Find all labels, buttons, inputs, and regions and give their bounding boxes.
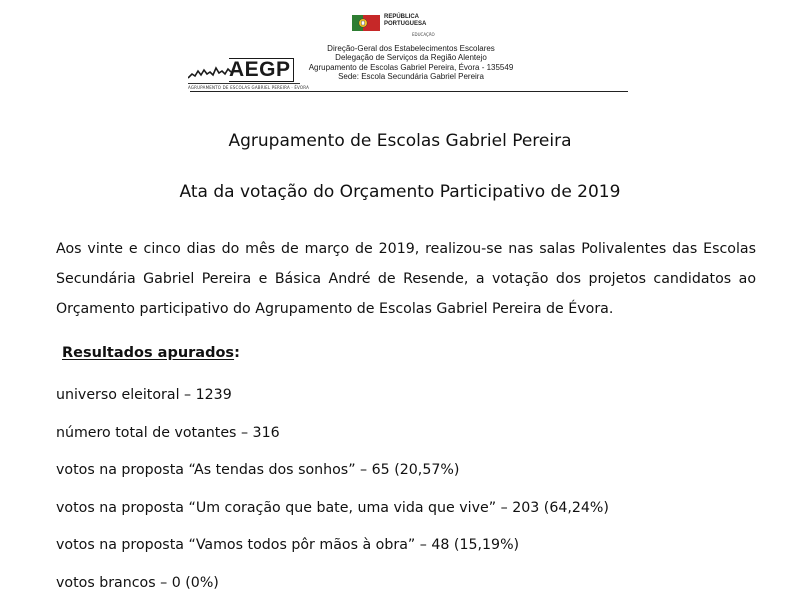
results-heading-text: Resultados apurados <box>56 345 234 361</box>
result-item: votos na proposta “Um coração que bate, uma vida que vive” – 203 (64,24%) <box>56 495 609 533</box>
header-info-line: Direção-Geral dos Estabelecimentos Escolares <box>296 44 526 53</box>
logo-text: AEGP <box>229 58 294 82</box>
portugal-flag-icon <box>352 15 380 31</box>
republica-sub: EDUCAÇÃO <box>412 32 435 37</box>
header-divider <box>190 91 628 92</box>
document-title: Ata da votação do Orçamento Participativo de 2019 <box>0 182 800 202</box>
republica-logo <box>352 14 462 38</box>
header-info-line: Delegação de Serviços da Região Alentejo <box>296 53 526 62</box>
result-item: universo eleitoral – 1239 <box>56 382 609 420</box>
result-item: votos na proposta “As tendas dos sonhos” – 65 (20,57%) <box>56 457 609 495</box>
results-list <box>56 382 609 607</box>
result-item: votos na proposta “Vamos todos pôr mãos à obra” – 48 (15,19%) <box>56 532 609 570</box>
skyline-icon <box>188 62 232 80</box>
header-info-line: Sede: Escola Secundária Gabriel Pereira <box>296 72 526 81</box>
results-heading-colon: : <box>234 345 240 361</box>
school-title: Agrupamento de Escolas Gabriel Pereira <box>0 131 800 151</box>
republica-text: REPÚBLICA PORTUGUESA <box>384 14 426 28</box>
result-item: votos brancos – 0 (0%) <box>56 570 609 607</box>
header-info-line: Agrupamento de Escolas Gabriel Pereira, Évora - 135549 <box>296 63 526 72</box>
header-info <box>296 44 526 81</box>
letterhead <box>0 0 800 100</box>
intro-paragraph: Aos vinte e cinco dias do mês de março de 2019, realizou-se nas salas Polivalentes das Escolas Secundária Gabriel Pereira e Básica André de Resende, a votação dos projetos candidatos ao Orçamento participativo do Agrupamento de Escolas Gabriel Pereira de Évora. <box>56 234 756 324</box>
aegp-logo <box>188 58 298 90</box>
logo-subline: AGRUPAMENTO DE ESCOLAS GABRIEL PEREIRA · ÉVORA <box>188 83 309 90</box>
result-item: número total de votantes – 316 <box>56 420 609 458</box>
results-heading <box>56 345 240 361</box>
